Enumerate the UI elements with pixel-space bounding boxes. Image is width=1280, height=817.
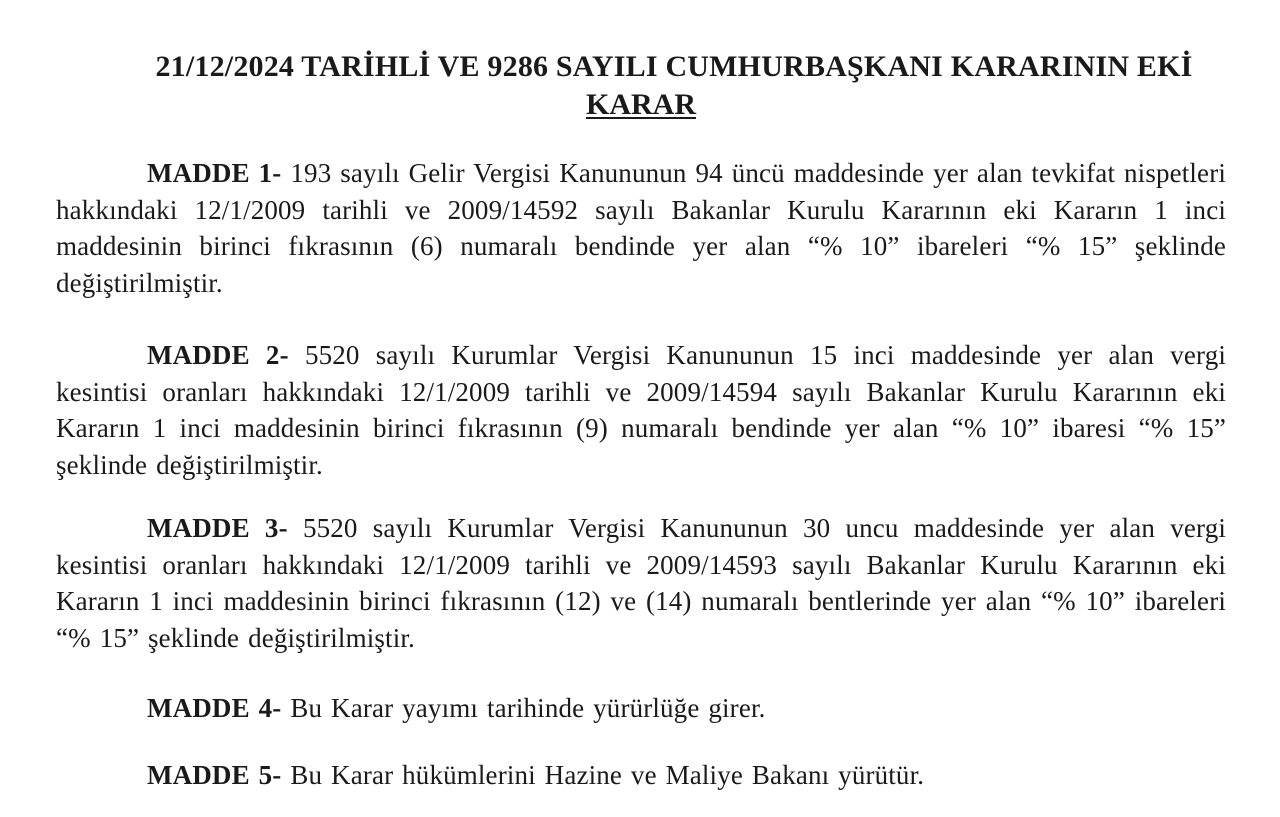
article-text: Bu Karar hükümlerini Hazine ve Maliye Bakanı yürütür. (290, 760, 925, 790)
article-text: 5520 sayılı Kurumlar Vergisi Kanununun 30 uncu maddesinde yer alan vergi kesintisi oranları hakkındaki 12/1/2009 tarihli ve 2009/14593 sayılı Bakanlar Kurulu Kararının eki Kararın 1 inci maddesinin birinci fıkrasının (12) ve (14) numaralı bentlerinde yer alan “% 10” ibareleri “% 15” şeklinde değiştirilmiştir. (56, 513, 1227, 653)
article-madde-1 (56, 155, 1226, 301)
article-label: MADDE 2- (147, 340, 289, 370)
article-text: 5520 sayılı Kurumlar Vergisi Kanununun 15 inci maddesinde yer alan vergi kesintisi oranları hakkındaki 12/1/2009 tarihli ve 2009/14594 sayılı Bakanlar Kurulu Kararının eki Kararın 1 inci maddesinin birinci fıkrasının (9) numaralı bendinde yer alan “% 10” ibaresi “% 15” şeklinde değiştirilmiştir. (56, 340, 1226, 480)
article-madde-5 (56, 757, 1226, 794)
article-label: MADDE 4- (147, 693, 282, 723)
article-label: MADDE 1- (147, 158, 282, 188)
document-subtitle-text: KARAR (586, 88, 696, 121)
article-text: 193 sayılı Gelir Vergisi Kanununun 94 üncü maddesinde yer alan tevkifat nispetleri hakkındaki 12/1/2009 tarihli ve 2009/14592 sayılı Bakanlar Kurulu Kararının eki Kararın 1 inci maddesinin birinci fıkrasının (6) numaralı bendinde yer alan “% 10” ibareleri “% 15” şeklinde değiştirilmiştir. (56, 158, 1226, 298)
article-madde-2 (56, 337, 1226, 483)
document-subtitle (0, 86, 1280, 124)
article-label: MADDE 3- (147, 513, 288, 543)
document-title: 21/12/2024 TARİHLİ VE 9286 SAYILI CUMHURBAŞKANI KARARININ EKİ (155, 50, 1193, 83)
article-madde-3 (56, 510, 1226, 656)
article-text: Bu Karar yayımı tarihinde yürürlüğe girer. (290, 693, 766, 723)
article-label: MADDE 5- (147, 760, 282, 790)
article-madde-4 (56, 690, 1226, 727)
